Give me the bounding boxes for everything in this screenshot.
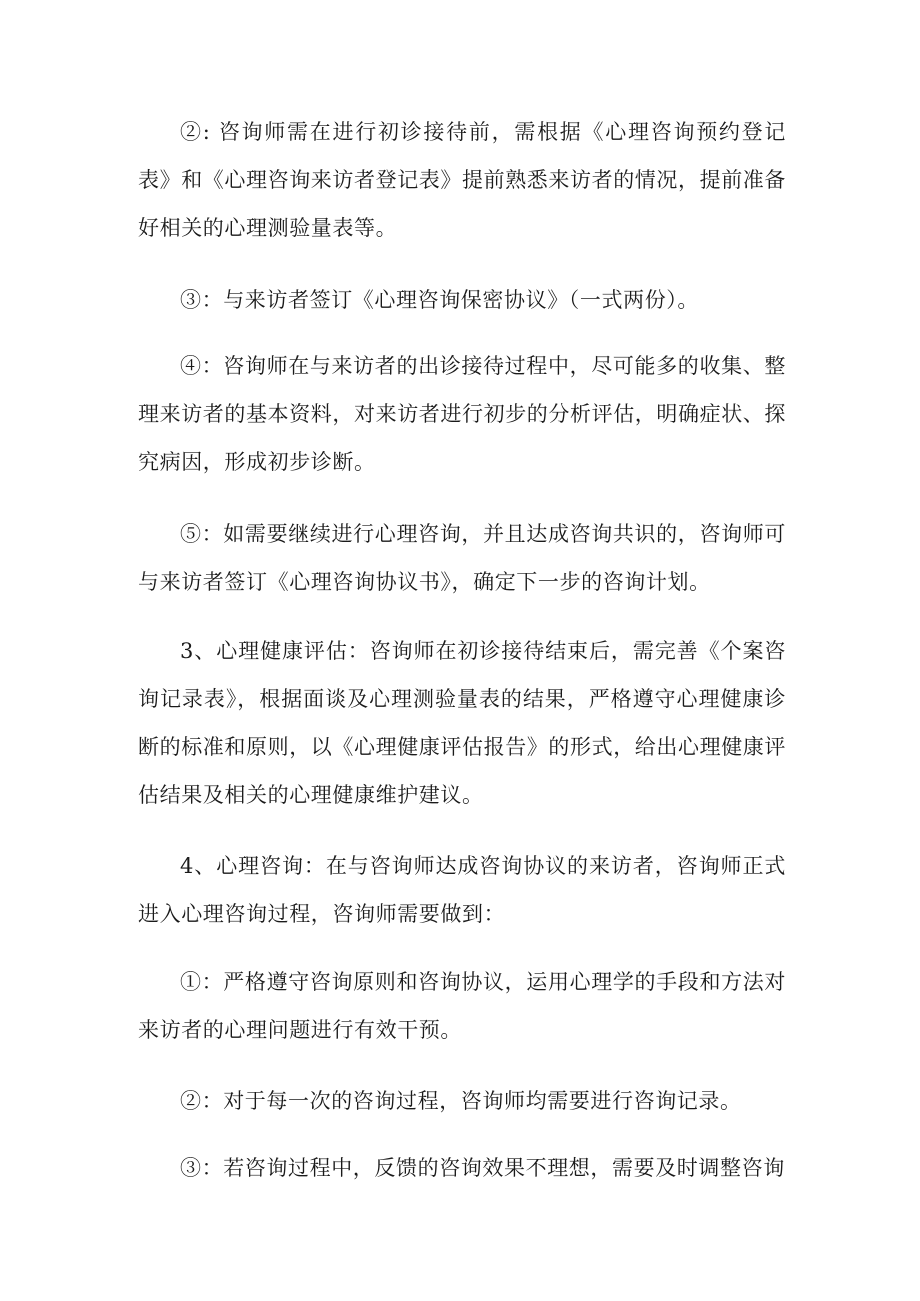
paragraph-adjust-counseling: ③：若咨询过程中，反馈的咨询效果不理想，需要及时调整咨询	[180, 1156, 785, 1180]
paragraph-continue-counseling: ⑤：如需要继续进行心理咨询，并且达成咨询共识的，咨询师可与来访者签订《心理咨询协议书》，确定下一步的咨询计划。	[138, 522, 786, 594]
paragraph-intake-preparation: ②: 咨询师需在进行初诊接待前，需根据《心理咨询预约登记表》和《心理咨询来访者登记表》提前熟悉来访者的情况，提前准备好相关的心理测验量表等。	[138, 120, 786, 240]
paragraph-intervention: ①：严格遵守咨询原则和咨询协议，运用心理学的手段和方法对来访者的心理问题进行有效干预。	[138, 970, 786, 1042]
paragraph-counseling-process: 4、心理咨询：在与咨询师达成咨询协议的来访者，咨询师正式进入心理咨询过程，咨询师需要做到：	[138, 854, 786, 926]
paragraph-health-assessment: 3、心理健康评估：咨询师在初诊接待结束后，需完善《个案咨询记录表》，根据面谈及心理测验量表的结果，严格遵守心理健康诊断的标准和原则，以《心理健康评估报告》的形式，给出心理健康评估结果及相关的心理健康维护建议。	[138, 639, 786, 807]
paragraph-initial-interview: ④：咨询师在与来访者的出诊接待过程中，尽可能多的收集、整理来访者的基本资料，对来访者进行初步的分析评估，明确症状、探究病因，形成初步诊断。	[138, 354, 786, 474]
paragraph-session-records: ②：对于每一次的咨询过程，咨询师均需要进行咨询记录。	[180, 1089, 742, 1113]
paragraph-confidentiality-agreement: ③：与来访者签订《心理咨询保密协议》（一式两份）。	[180, 288, 699, 312]
